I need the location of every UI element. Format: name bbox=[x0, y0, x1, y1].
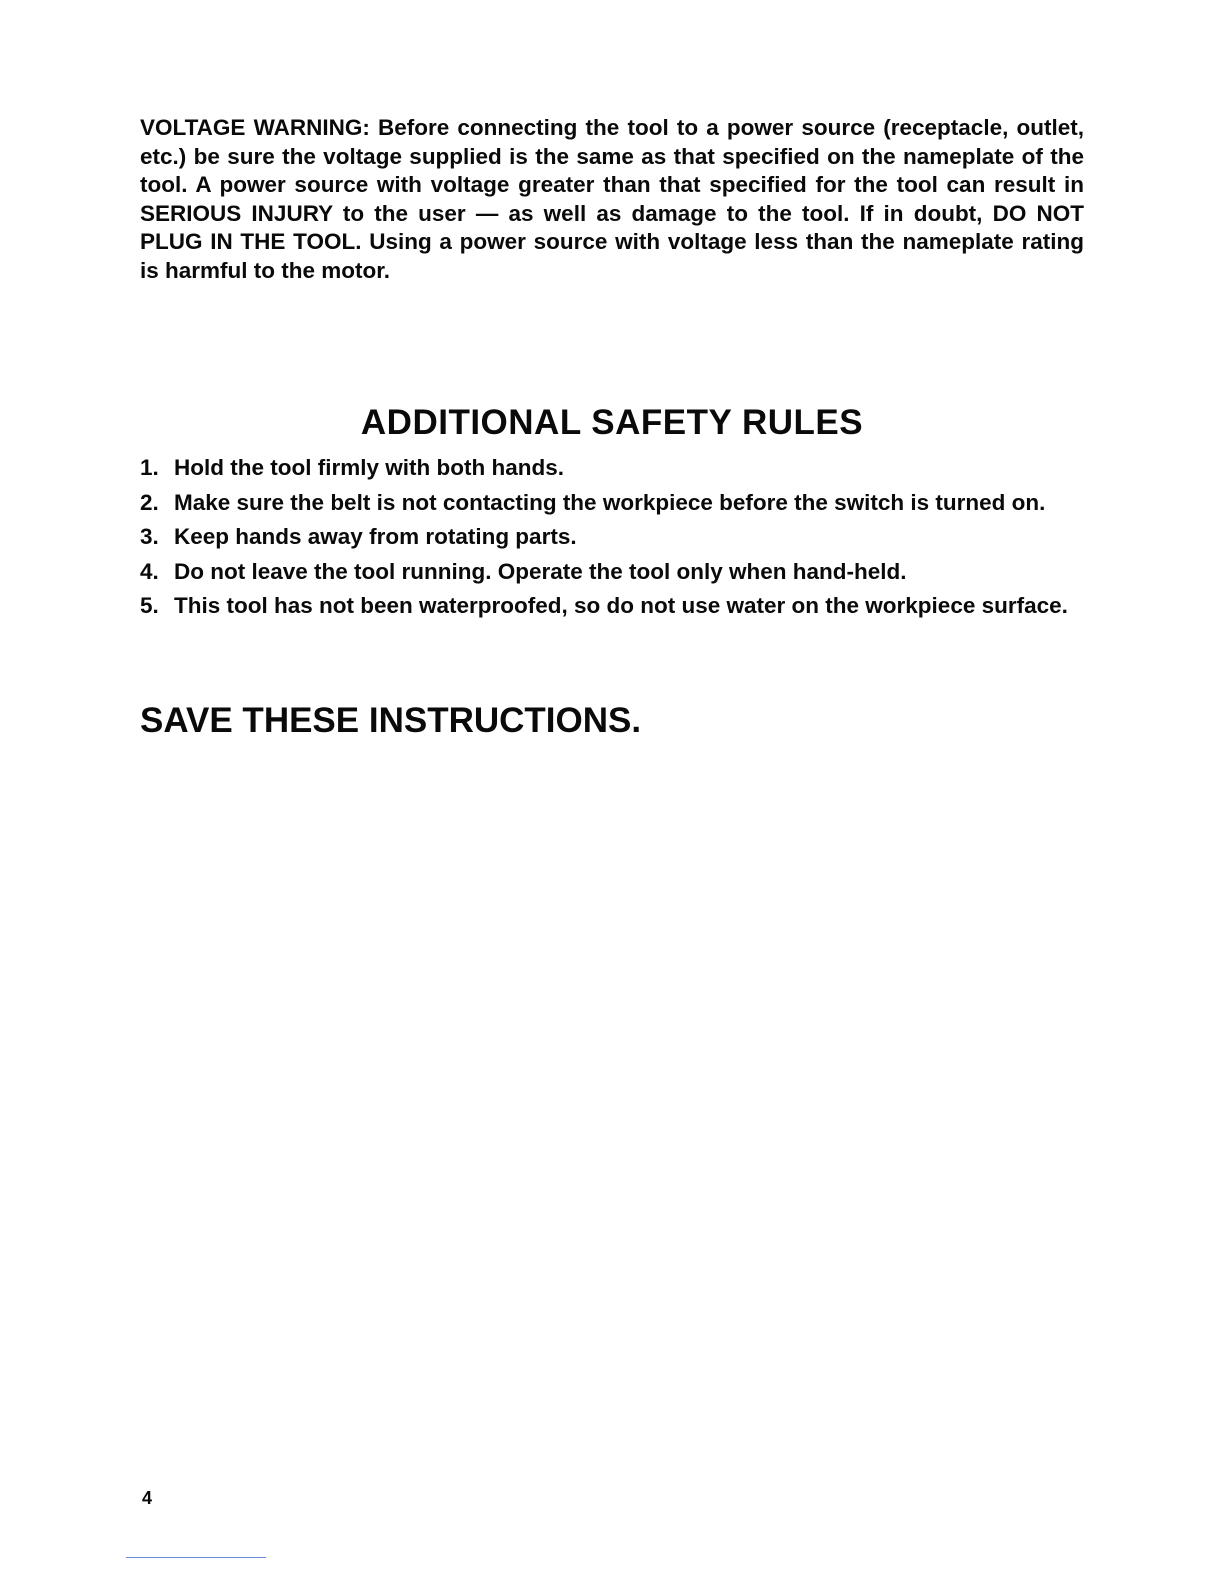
list-item bbox=[140, 488, 1084, 517]
section-title: ADDITIONAL SAFETY RULES bbox=[360, 403, 864, 442]
bottom-divider bbox=[126, 1557, 266, 1558]
rule-number: 3. bbox=[140, 524, 159, 549]
safety-rules-list bbox=[140, 453, 1084, 626]
rule-number: 4. bbox=[140, 558, 159, 584]
save-instructions-heading: SAVE THESE INSTRUCTIONS. bbox=[140, 701, 642, 740]
rule-text: Keep hands away from rotating parts. bbox=[174, 524, 577, 549]
list-item bbox=[140, 591, 1084, 620]
rule-number: 5. bbox=[140, 593, 159, 618]
rule-text: Do not leave the tool running. Operate the tool only when hand-held. bbox=[174, 558, 907, 584]
rule-text: Hold the tool firmly with both hands. bbox=[174, 455, 564, 480]
rule-text: This tool has not been waterproofed, so do not use water on the workpiece surface. bbox=[174, 593, 1068, 618]
list-item bbox=[140, 522, 1084, 551]
page-number: 4 bbox=[142, 1488, 153, 1508]
rule-number: 1. bbox=[140, 455, 159, 480]
rule-number: 2. bbox=[140, 489, 159, 515]
voltage-warning-paragraph: VOLTAGE WARNING: Before connecting the tool to a power source (receptacle, outlet, etc.) be sure the voltage supplied is the same as that specified on the nameplate of the tool. A power source with voltage greater than that specified for the tool can result in SERIOUS INJURY to the user — as well as damage to the tool. If in doubt, DO NOT PLUG IN THE TOOL. Using a power source with voltage less than the nameplate rating is harmful to the motor. bbox=[140, 115, 1084, 283]
list-item bbox=[140, 557, 1084, 586]
list-item bbox=[140, 453, 1084, 482]
rule-text: Make sure the belt is not contacting the workpiece before the switch is turned on. bbox=[174, 489, 1046, 515]
